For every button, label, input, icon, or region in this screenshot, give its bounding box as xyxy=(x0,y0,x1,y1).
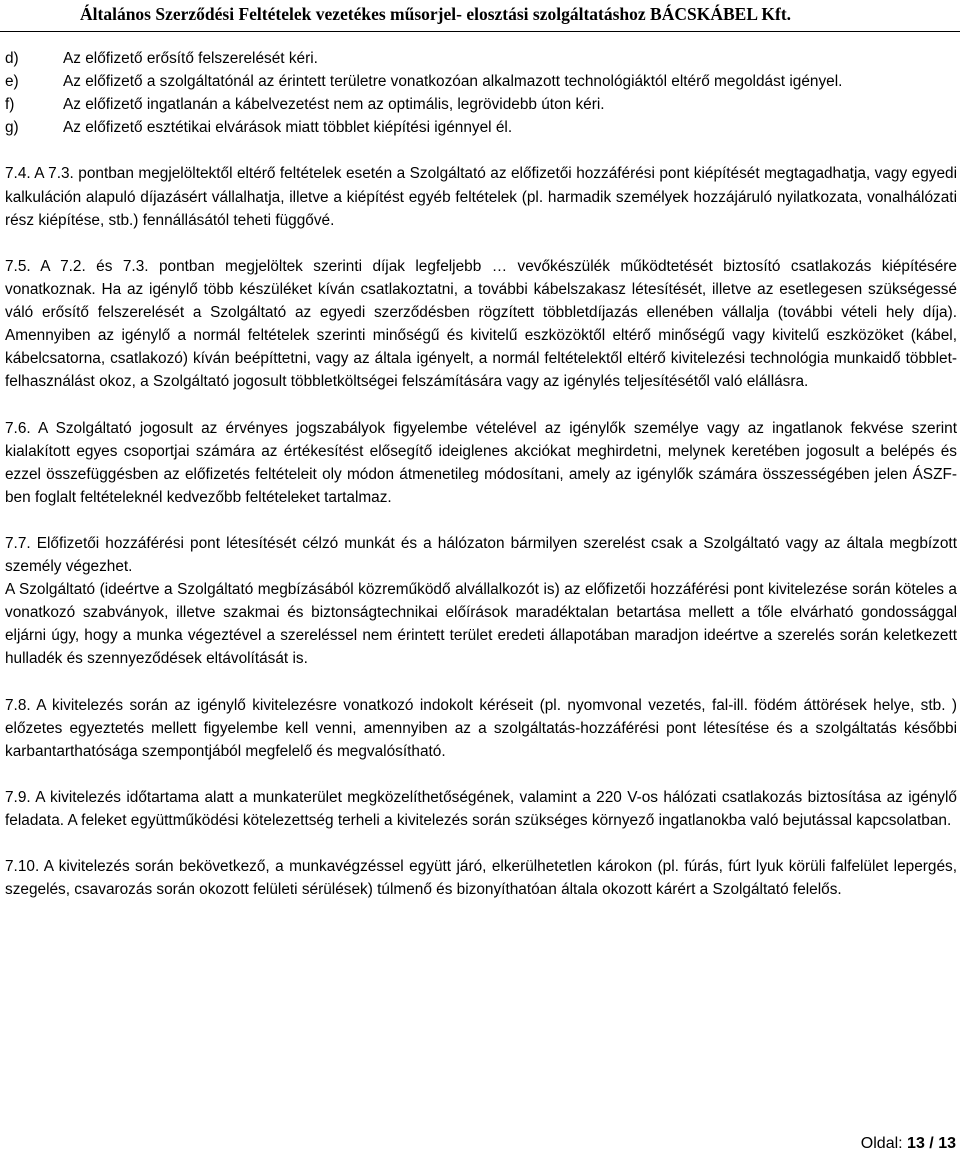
paragraph-spacer xyxy=(5,139,957,162)
total-page-count: 13 xyxy=(938,1135,956,1152)
list-text: Az előfizető erősítő felszerelését kéri. xyxy=(63,50,318,67)
paragraph-spacer xyxy=(5,393,957,416)
page-separator: / xyxy=(929,1135,934,1152)
list-item xyxy=(5,70,957,93)
list-item xyxy=(5,47,957,70)
paragraph-spacer xyxy=(5,763,957,786)
paragraph-7-6: 7.6. A Szolgáltató jogosult az érvényes jogszabályok figyelembe vételével az igénylők személye vagy az ingatlanok fekvése szerint kialakított egyes csoportjai számára az értékesítést elősegítő ideiglenes akciókat meghirdetni, melynek keretében jogosult a belépés és ezzel összefüggésben az előfizetés feltételeit oly módon átmenetileg módosítani, amely az igénylők számára összességében jelen ÁSZF-ben foglalt feltételeknél kedvezőbb feltételeket tartalmaz. xyxy=(5,419,957,506)
paragraph-spacer xyxy=(5,232,957,255)
header-title: Általános Szerződési Feltételek vezetékes műsorjel- elosztási szolgáltatáshoz BÁCSKÁBEL Kft. xyxy=(80,4,792,24)
list-text: Az előfizető ingatlanán a kábelvezetést nem az optimális, legrövidebb úton kéri. xyxy=(63,96,605,114)
current-page-number: 13 xyxy=(907,1135,925,1152)
page-label: Oldal: xyxy=(860,1135,903,1152)
paragraph-7-8: 7.8. A kivitelezés során az igénylő kivitelezésre vonatkozó indokolt kéréseit (pl. nyomvonal vezetés, fal-ill. födém áttörések helye, stb. ) előzetes egyeztetés mellett figyelembe kell venni, amennyiben az a szolgáltatás-hozzáférési pont létesítése és a szolgáltatás későbbi karbantarthatósága szempontjából megfelelő és megvalósítható. xyxy=(5,696,957,760)
list-marker: e) xyxy=(5,73,19,91)
list-marker: f) xyxy=(5,96,15,114)
paragraph-spacer xyxy=(5,509,957,532)
list-text: Az előfizető esztétikai elvárások miatt többlet kiépítési igénnyel él. xyxy=(63,119,513,137)
list-text: Az előfizető a szolgáltatónál az érintett területre vonatkozóan alkalmazott technológiáktól eltérő megoldást igényel. xyxy=(63,73,843,91)
list-marker: g) xyxy=(5,119,19,137)
paragraph-7-5: 7.5. A 7.2. és 7.3. pontban megjelöltek szerinti díjak legfeljebb … vevőkészülék működtetését biztosító csatlakozás kiépítésére vonatkoznak. Ha az igénylő több készüléket kíván csatlakoztatni, a további kábelszakasz létesítését, illetve az esetlegesen szükségessé váló erősítő felszerelését a Szolgáltató az egyedi szerződésben rögzített többletdíjazás ellenében vállalja (további vételi hely díja). Amennyiben az igénylő a normál feltételek szerinti minőségű és kivitelű eszközöktől eltérő minőségű vagy kivitelű eszközöket (kábel, kábelcsatorna, csatlakozó) kíván beépíttetni, vagy az általa igényelt, a normál feltételektől eltérő kivitelezési technológia munkaidő többlet-felhasználást okoz, a Szolgáltató jogosult többletköltségei felszámítására vagy az igénylés teljesítésétől való elállásra. xyxy=(5,257,957,391)
paragraph-7-7: 7.7. Előfizetői hozzáférési pont létesítését célzó munkát és a hálózaton bármilyen szerelést csak a Szolgáltató vagy az általa megbízott személy végezhet. xyxy=(5,534,957,576)
paragraph-7-10: 7.10. A kivitelezés során bekövetkező, a munkavégzéssel együtt járó, elkerülhetetlen károkon (pl. fúrás, fúrt lyuk körüli falfelület lepergés, szegelés, csavarozás során okozott felületi sérülések) túlmenő és bizonyíthatóan általa okozott kárért a Szolgáltató felelős. xyxy=(5,858,957,899)
page-number-footer xyxy=(861,1134,956,1154)
paragraph-7-9: 7.9. A kivitelezés időtartama alatt a munkaterület megközelíthetőségének, valamint a 220 V-os hálózati csatlakozás biztosítása az igénylő feladata. A feleket együttműködési kötelezettség terheli a kivitelezés során szükséges környező ingatlanokba való bejutással kapcsolatban. xyxy=(5,789,957,830)
paragraph-7-4: 7.4. A 7.3. pontban megjelöltektől eltérő feltételek esetén a Szolgáltató az előfizetői hozzáférési pont kiépítését megtagadhatja, vagy egyedi kalkuláción alapuló díjazásért vállalhatja, illetve a kiépítést egyéb feltételek (pl. harmadik személyek hozzájáruló nyilatkozata, vonalhálózati rész kiépítése, stb.) fennállásától teheti függővé. xyxy=(5,165,957,229)
paragraph-7-7-continued: A Szolgáltató (ideértve a Szolgáltató megbízásából közreműködő alvállalkozót is) az előfizetői hozzáférési pont kivitelezése során köteles a vonatkozó szabványok, illetve szakmai és biztonságtechnikai előírások maradéktalan betartása mellett a tőle elvárható gondossággal eljárni úgy, hogy a munka végeztével a szereléssel nem érintett terület eredeti állapotában maradjon ideértve a szerelés során keletkezett hulladék és szennyeződések eltávolítását is. xyxy=(5,581,957,668)
running-header xyxy=(0,0,960,32)
list-item xyxy=(5,93,957,116)
page-body xyxy=(5,47,957,901)
list-marker: d) xyxy=(5,50,19,67)
paragraph-spacer xyxy=(5,832,957,855)
paragraph-spacer xyxy=(5,671,957,694)
list-item xyxy=(5,116,957,139)
